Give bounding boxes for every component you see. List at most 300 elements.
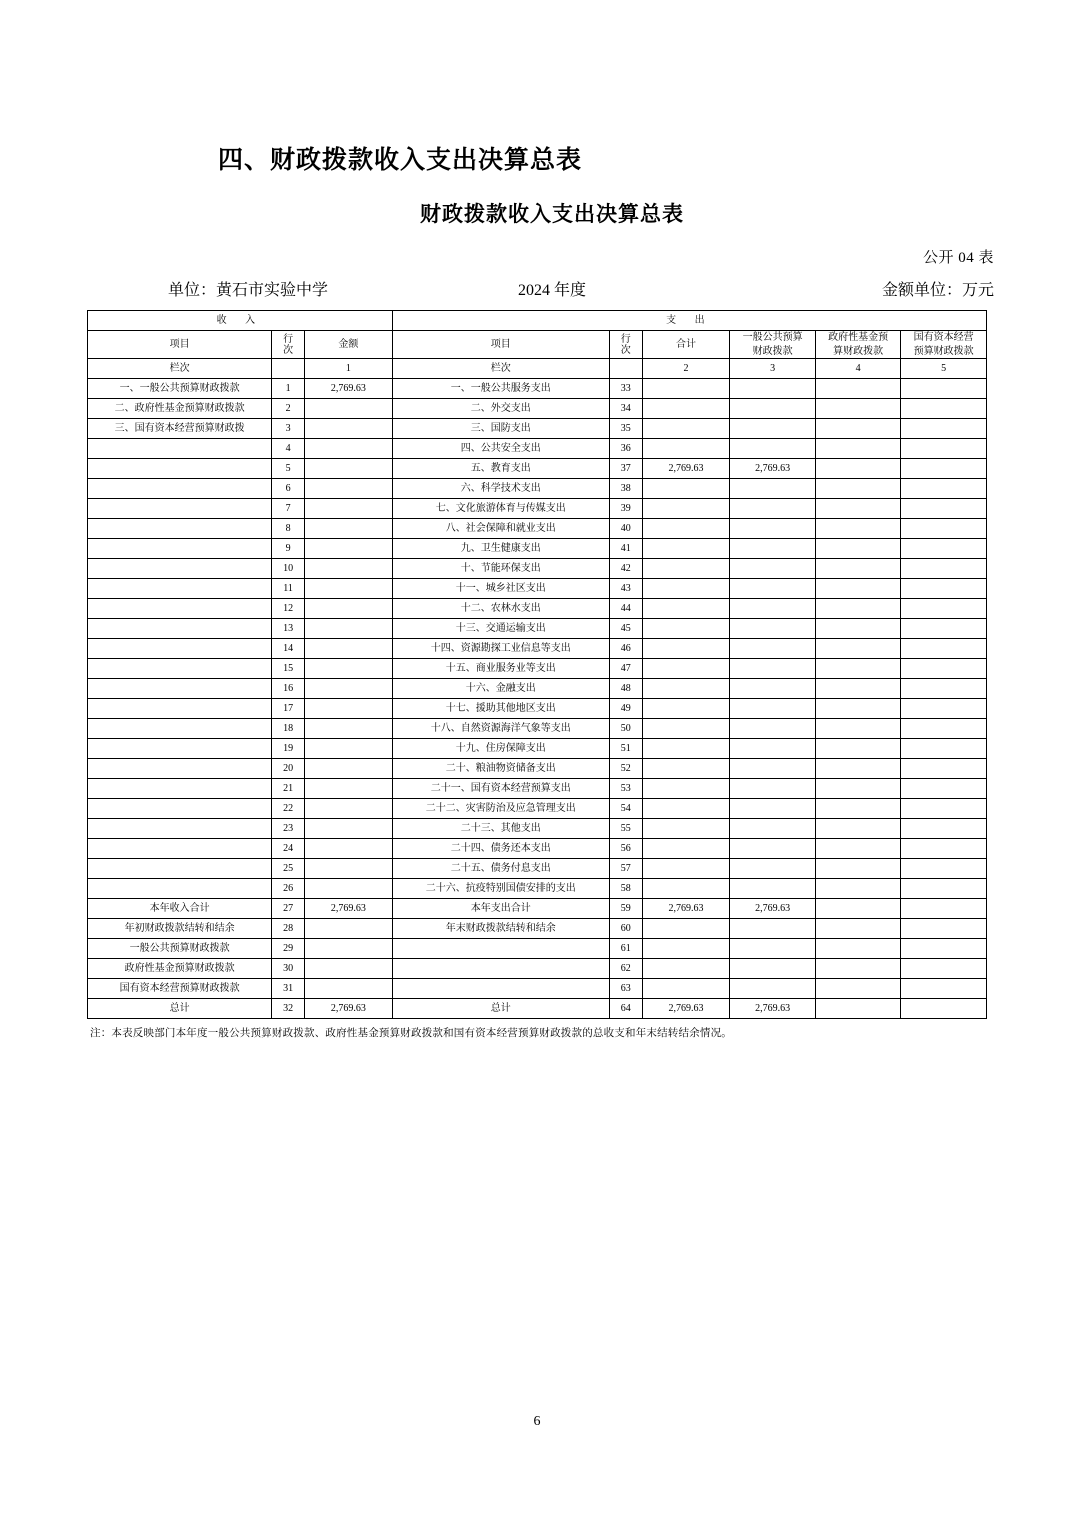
cell-fund [815, 739, 901, 759]
cell-income: 本年收入合计 [88, 899, 272, 919]
cell-inrow: 29 [272, 939, 305, 959]
cell-exp: 三、国防支出 [392, 419, 609, 439]
cell-exrow: 39 [609, 499, 642, 519]
cell-total [642, 699, 730, 719]
colnum-income-amount: 1 [305, 359, 393, 379]
cell-fund [815, 519, 901, 539]
header-expense-row: 行 次 [609, 331, 642, 359]
cell-income [88, 519, 272, 539]
cell-exrow: 33 [609, 379, 642, 399]
cell-soe [901, 879, 987, 899]
cell-inamt [305, 439, 393, 459]
cell-general [730, 839, 816, 859]
cell-inamt [305, 399, 393, 419]
cell-fund [815, 619, 901, 639]
header-expense-fund: 政府性基金预 算财政拨款 [815, 331, 901, 359]
cell-fund [815, 779, 901, 799]
cell-inrow: 10 [272, 559, 305, 579]
cell-exp: 九、卫生健康支出 [392, 539, 609, 559]
cell-soe [901, 939, 987, 959]
cell-general [730, 519, 816, 539]
cell-income [88, 779, 272, 799]
table-row [88, 779, 987, 799]
cell-inamt [305, 959, 393, 979]
cell-general [730, 479, 816, 499]
cell-inrow: 8 [272, 519, 305, 539]
cell-soe [901, 699, 987, 719]
colnum-expense-fund: 4 [815, 359, 901, 379]
cell-total [642, 479, 730, 499]
cell-exp: 年末财政拨款结转和结余 [392, 919, 609, 939]
cell-inrow: 24 [272, 839, 305, 859]
cell-inamt [305, 459, 393, 479]
cell-soe [901, 579, 987, 599]
cell-soe [901, 519, 987, 539]
table-row [88, 499, 987, 519]
cell-total [642, 839, 730, 859]
table-row [88, 739, 987, 759]
cell-exp: 十二、农林水支出 [392, 599, 609, 619]
cell-exp: 五、教育支出 [392, 459, 609, 479]
cell-fund [815, 379, 901, 399]
colnum-expense-general: 3 [730, 359, 816, 379]
cell-exrow: 55 [609, 819, 642, 839]
cell-fund [815, 559, 901, 579]
cell-total [642, 879, 730, 899]
cell-exrow: 34 [609, 399, 642, 419]
cell-total: 2,769.63 [642, 459, 730, 479]
header-expense-item: 项目 [392, 331, 609, 359]
cell-soe [901, 979, 987, 999]
cell-general [730, 779, 816, 799]
section-title: 四、财政拨款收入支出决算总表 [218, 146, 583, 174]
cell-inrow: 15 [272, 659, 305, 679]
cell-fund [815, 439, 901, 459]
table-row [88, 939, 987, 959]
cell-fund [815, 859, 901, 879]
cell-soe [901, 599, 987, 619]
cell-exp: 十四、资源勘探工业信息等支出 [392, 639, 609, 659]
colnum-expense-soe: 5 [901, 359, 987, 379]
cell-income [88, 739, 272, 759]
cell-inrow: 22 [272, 799, 305, 819]
form-number: 公开 04 表 [922, 250, 994, 266]
cell-inamt [305, 919, 393, 939]
cell-income [88, 719, 272, 739]
cell-general [730, 759, 816, 779]
cell-exp [392, 959, 609, 979]
cell-exrow: 53 [609, 779, 642, 799]
cell-fund [815, 879, 901, 899]
cell-inrow: 12 [272, 599, 305, 619]
cell-income [88, 699, 272, 719]
cell-general [730, 559, 816, 579]
cell-income [88, 499, 272, 519]
cell-exrow: 59 [609, 899, 642, 919]
cell-fund [815, 819, 901, 839]
cell-soe [901, 459, 987, 479]
cell-exp: 七、文化旅游体育与传媒支出 [392, 499, 609, 519]
cell-total: 2,769.63 [642, 999, 730, 1019]
cell-inrow: 31 [272, 979, 305, 999]
colnum-expense-total: 2 [642, 359, 730, 379]
cell-income [88, 799, 272, 819]
cell-soe [901, 799, 987, 819]
cell-general [730, 739, 816, 759]
cell-total [642, 959, 730, 979]
table-row [88, 539, 987, 559]
cell-total [642, 539, 730, 559]
cell-total [642, 679, 730, 699]
cell-total [642, 379, 730, 399]
cell-fund [815, 759, 901, 779]
cell-soe [901, 899, 987, 919]
cell-income: 一、一般公共预算财政拨款 [88, 379, 272, 399]
cell-exp: 十六、金融支出 [392, 679, 609, 699]
cell-income: 二、政府性基金预算财政拨款 [88, 399, 272, 419]
cell-inamt [305, 679, 393, 699]
cell-general [730, 659, 816, 679]
cell-inamt [305, 699, 393, 719]
cell-income [88, 579, 272, 599]
cell-inamt [305, 779, 393, 799]
page-number: 6 [533, 1414, 541, 1429]
cell-inamt [305, 479, 393, 499]
cell-income [88, 639, 272, 659]
cell-exrow: 50 [609, 719, 642, 739]
meta-row [0, 267, 1074, 300]
cell-general [730, 819, 816, 839]
cell-inamt [305, 579, 393, 599]
header-income-item: 项目 [88, 331, 272, 359]
cell-exp: 十五、商业服务业等支出 [392, 659, 609, 679]
cell-general [730, 579, 816, 599]
cell-inamt [305, 619, 393, 639]
cell-exrow: 51 [609, 739, 642, 759]
cell-inrow: 9 [272, 539, 305, 559]
table-body [88, 379, 987, 1019]
cell-exp: 十、节能环保支出 [392, 559, 609, 579]
cell-exp [392, 939, 609, 959]
cell-exp [392, 979, 609, 999]
cell-exp: 四、公共安全支出 [392, 439, 609, 459]
colnum-label-income: 栏次 [88, 359, 272, 379]
cell-income [88, 539, 272, 559]
cell-fund [815, 499, 901, 519]
cell-inrow: 27 [272, 899, 305, 919]
table-row [88, 659, 987, 679]
cell-general [730, 879, 816, 899]
table-row [88, 879, 987, 899]
table-row [88, 459, 987, 479]
cell-exp: 二十五、债务付息支出 [392, 859, 609, 879]
cell-inamt [305, 799, 393, 819]
cell-total [642, 819, 730, 839]
cell-total [642, 919, 730, 939]
table-row [88, 819, 987, 839]
cell-soe [901, 859, 987, 879]
cell-fund [815, 979, 901, 999]
cell-exrow: 63 [609, 979, 642, 999]
cell-income [88, 439, 272, 459]
cell-income [88, 599, 272, 619]
cell-exrow: 57 [609, 859, 642, 879]
cell-exrow: 58 [609, 879, 642, 899]
cell-inrow: 18 [272, 719, 305, 739]
cell-inamt [305, 639, 393, 659]
cell-income [88, 679, 272, 699]
cell-total [642, 759, 730, 779]
cell-soe [901, 919, 987, 939]
table-row [88, 399, 987, 419]
cell-income [88, 459, 272, 479]
cell-general [730, 419, 816, 439]
table-note: 注：本表反映部门本年度一般公共预算财政拨款、政府性基金预算财政拨款和国有资本经营预算财政拨款的总收支和年末结转结余情况。 [90, 1028, 732, 1039]
cell-general [730, 699, 816, 719]
cell-inamt [305, 499, 393, 519]
cell-exrow: 62 [609, 959, 642, 979]
cell-fund [815, 939, 901, 959]
table-row [88, 699, 987, 719]
cell-exrow: 44 [609, 599, 642, 619]
table-row [88, 619, 987, 639]
table-row [88, 599, 987, 619]
cell-exp: 十九、住房保障支出 [392, 739, 609, 759]
cell-soe [901, 379, 987, 399]
table-row [88, 679, 987, 699]
cell-fund [815, 399, 901, 419]
cell-exrow: 41 [609, 539, 642, 559]
cell-soe [901, 659, 987, 679]
money-unit-label: 金额单位：万元 [881, 282, 994, 299]
cell-inrow: 5 [272, 459, 305, 479]
cell-exrow: 56 [609, 839, 642, 859]
cell-soe [901, 399, 987, 419]
cell-inamt: 2,769.63 [305, 379, 393, 399]
cell-inrow: 23 [272, 819, 305, 839]
table-row [88, 719, 987, 739]
cell-general: 2,769.63 [730, 999, 816, 1019]
cell-exp: 二十四、债务还本支出 [392, 839, 609, 859]
cell-soe [901, 499, 987, 519]
cell-exrow: 43 [609, 579, 642, 599]
cell-total [642, 599, 730, 619]
cell-general: 2,769.63 [730, 899, 816, 919]
cell-total [642, 399, 730, 419]
cell-inrow: 21 [272, 779, 305, 799]
cell-income [88, 759, 272, 779]
cell-income [88, 879, 272, 899]
cell-inrow: 4 [272, 439, 305, 459]
cell-income [88, 619, 272, 639]
cell-exp: 二十二、灾害防治及应急管理支出 [392, 799, 609, 819]
table-row [88, 439, 987, 459]
cell-total [642, 659, 730, 679]
cell-total [642, 859, 730, 879]
table-row [88, 979, 987, 999]
cell-general [730, 679, 816, 699]
cell-inrow: 2 [272, 399, 305, 419]
cell-exp: 十一、城乡社区支出 [392, 579, 609, 599]
cell-total [642, 939, 730, 959]
cell-exrow: 61 [609, 939, 642, 959]
cell-exp: 二十、粮油物资储备支出 [392, 759, 609, 779]
cell-income [88, 859, 272, 879]
cell-inrow: 3 [272, 419, 305, 439]
table-row [88, 899, 987, 919]
cell-soe [901, 619, 987, 639]
colnum-blank-inrow [272, 359, 305, 379]
table-row [88, 839, 987, 859]
cell-general [730, 979, 816, 999]
cell-exrow: 38 [609, 479, 642, 499]
cell-inrow: 1 [272, 379, 305, 399]
cell-inamt [305, 519, 393, 539]
cell-inamt [305, 719, 393, 739]
cell-income: 政府性基金预算财政拨款 [88, 959, 272, 979]
cell-inamt [305, 759, 393, 779]
cell-inamt [305, 879, 393, 899]
cell-inamt [305, 659, 393, 679]
cell-total [642, 779, 730, 799]
header-expense-general: 一般公共预算 财政拨款 [730, 331, 816, 359]
cell-total [642, 799, 730, 819]
cell-fund [815, 459, 901, 479]
cell-exrow: 42 [609, 559, 642, 579]
cell-total [642, 579, 730, 599]
cell-exp: 二十三、其他支出 [392, 819, 609, 839]
cell-soe [901, 439, 987, 459]
cell-inamt [305, 939, 393, 959]
header-expense-total: 合计 [642, 331, 730, 359]
cell-soe [901, 419, 987, 439]
cell-soe [901, 779, 987, 799]
cell-exp: 八、社会保障和就业支出 [392, 519, 609, 539]
cell-inrow: 28 [272, 919, 305, 939]
cell-total [642, 559, 730, 579]
cell-total: 2,769.63 [642, 899, 730, 919]
cell-total [642, 519, 730, 539]
cell-inrow: 26 [272, 879, 305, 899]
cell-fund [815, 919, 901, 939]
table-row [88, 859, 987, 879]
cell-fund [815, 659, 901, 679]
cell-inrow: 7 [272, 499, 305, 519]
cell-exrow: 37 [609, 459, 642, 479]
cell-inamt [305, 979, 393, 999]
column-header-row [88, 331, 987, 359]
cell-income: 三、国有资本经营预算财政拨 [88, 419, 272, 439]
cell-inrow: 11 [272, 579, 305, 599]
group-header-row [88, 311, 987, 331]
cell-inrow: 13 [272, 619, 305, 639]
cell-soe [901, 959, 987, 979]
cell-fund [815, 699, 901, 719]
cell-exp: 总计 [392, 999, 609, 1019]
cell-fund [815, 539, 901, 559]
cell-soe [901, 719, 987, 739]
header-income-amount: 金额 [305, 331, 393, 359]
cell-income [88, 819, 272, 839]
cell-exrow: 35 [609, 419, 642, 439]
cell-inamt [305, 819, 393, 839]
cell-inrow: 14 [272, 639, 305, 659]
cell-fund [815, 719, 901, 739]
cell-exrow: 49 [609, 699, 642, 719]
table-row [88, 959, 987, 979]
cell-inamt [305, 539, 393, 559]
cell-inamt [305, 859, 393, 879]
cell-inrow: 19 [272, 739, 305, 759]
cell-general [730, 599, 816, 619]
header-expense-soe: 国有资本经营 预算财政拨款 [901, 331, 987, 359]
year-label: 2024 年度 [518, 282, 587, 299]
table-row [88, 919, 987, 939]
colnum-blank-exrow [609, 359, 642, 379]
cell-inamt [305, 559, 393, 579]
cell-inrow: 25 [272, 859, 305, 879]
cell-general [730, 439, 816, 459]
cell-fund [815, 999, 901, 1019]
cell-soe [901, 679, 987, 699]
cell-exrow: 36 [609, 439, 642, 459]
cell-exrow: 64 [609, 999, 642, 1019]
table-row [88, 579, 987, 599]
cell-general [730, 539, 816, 559]
cell-inrow: 30 [272, 959, 305, 979]
table-title: 财政拨款收入支出决算总表 [420, 203, 684, 226]
cell-fund [815, 899, 901, 919]
cell-exp: 十七、援助其他地区支出 [392, 699, 609, 719]
cell-general [730, 499, 816, 519]
cell-exp: 六、科学技术支出 [392, 479, 609, 499]
cell-total [642, 719, 730, 739]
group-expense-header: 支 出 [392, 311, 986, 331]
table-row [88, 419, 987, 439]
cell-income [88, 479, 272, 499]
table-row [88, 479, 987, 499]
cell-exrow: 47 [609, 659, 642, 679]
cell-inamt [305, 739, 393, 759]
cell-soe [901, 839, 987, 859]
cell-exrow: 54 [609, 799, 642, 819]
cell-fund [815, 839, 901, 859]
colnum-label-expense: 栏次 [392, 359, 609, 379]
cell-income: 年初财政拨款结转和结余 [88, 919, 272, 939]
cell-total [642, 419, 730, 439]
cell-fund [815, 579, 901, 599]
cell-general [730, 639, 816, 659]
cell-exrow: 52 [609, 759, 642, 779]
table-row [88, 799, 987, 819]
cell-exrow: 48 [609, 679, 642, 699]
cell-fund [815, 479, 901, 499]
unit-label: 单位：黄石市实验中学 [168, 282, 329, 299]
cell-general [730, 939, 816, 959]
cell-inamt [305, 599, 393, 619]
cell-income [88, 559, 272, 579]
cell-general [730, 959, 816, 979]
cell-exp: 二十一、国有资本经营预算支出 [392, 779, 609, 799]
cell-income: 一般公共预算财政拨款 [88, 939, 272, 959]
cell-soe [901, 639, 987, 659]
cell-exp: 二十六、抗疫特别国债安排的支出 [392, 879, 609, 899]
table-row [88, 759, 987, 779]
cell-fund [815, 799, 901, 819]
cell-general [730, 399, 816, 419]
cell-soe [901, 739, 987, 759]
cell-total [642, 619, 730, 639]
